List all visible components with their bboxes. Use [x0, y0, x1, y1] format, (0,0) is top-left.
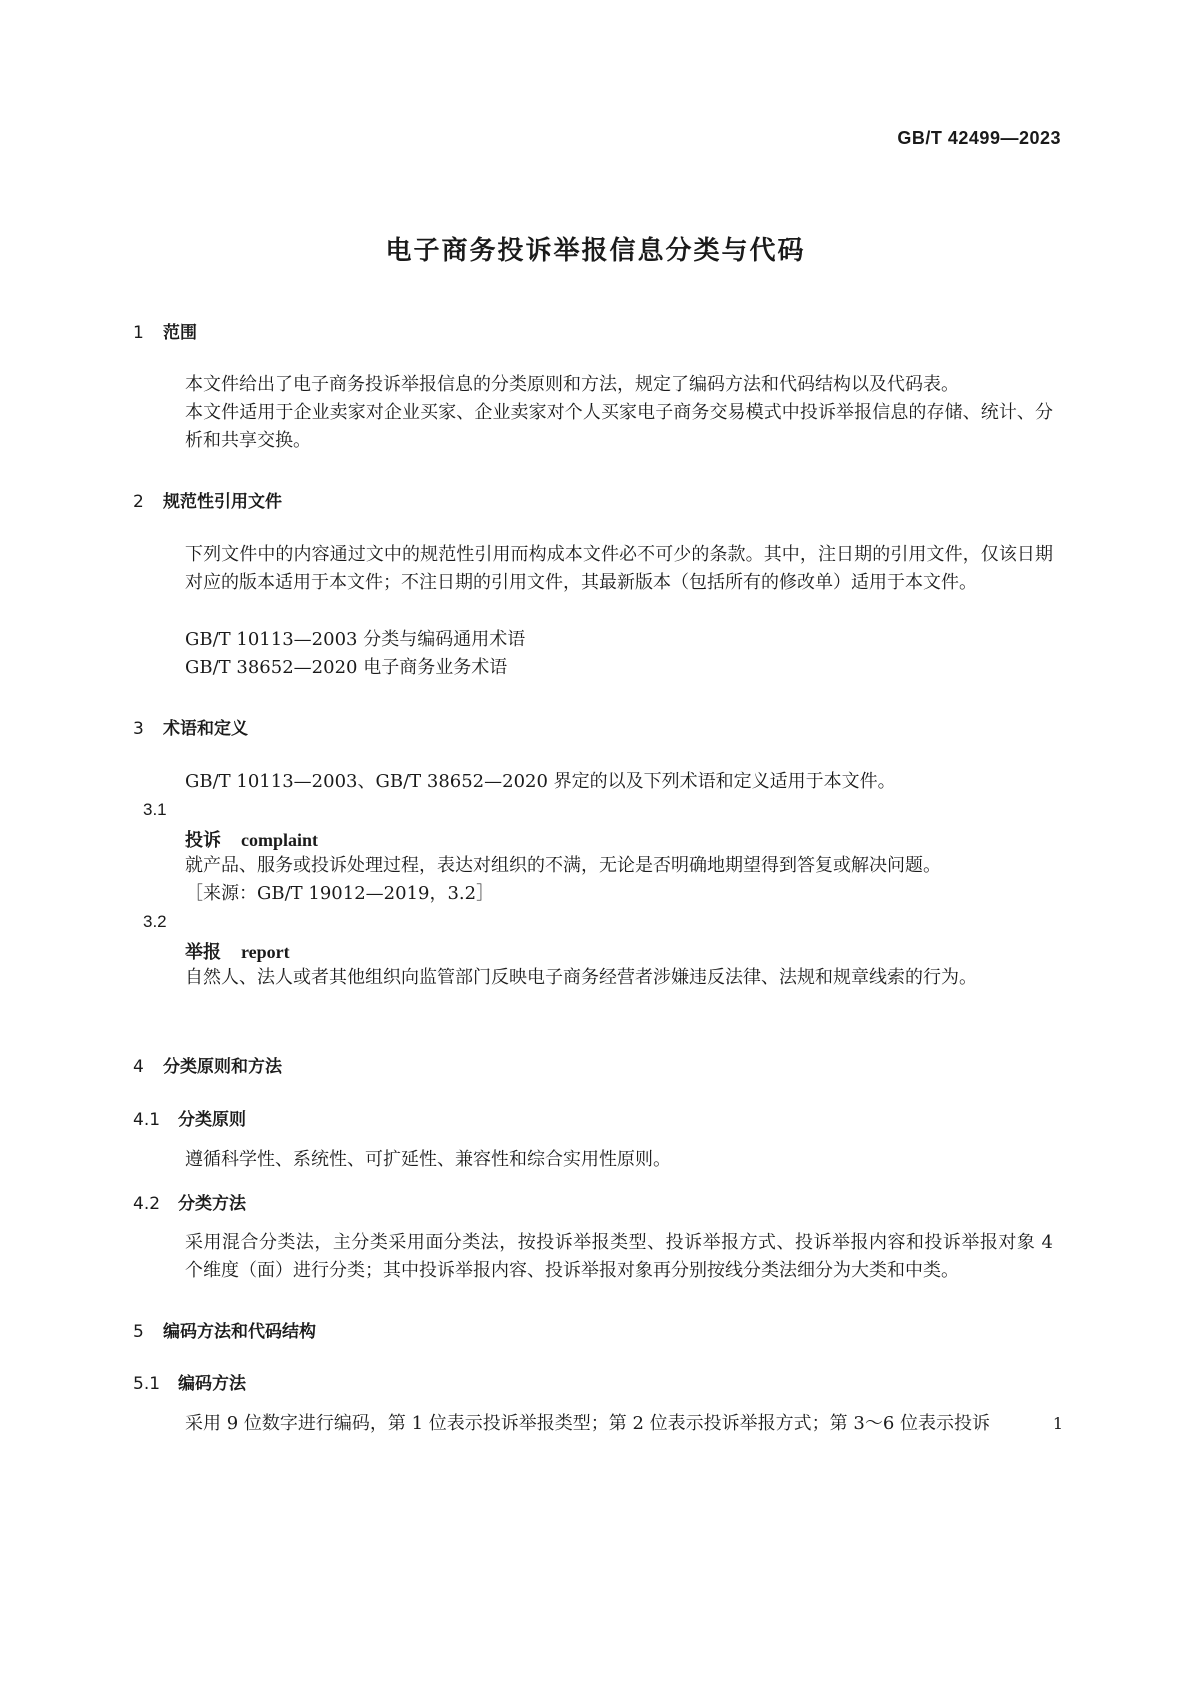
term-source: ［来源：GB/T 19012—2019，3.2］ [185, 883, 495, 904]
section-title: 规范性引用文件 [163, 492, 282, 512]
section-title: 编码方法和代码结构 [163, 1322, 316, 1342]
section-number: 4.1 [133, 1110, 161, 1130]
term-entry [185, 938, 290, 964]
paragraph-text: 自然人、法人或者其他组织向监管部门反映电子商务经营者涉嫌违反法律、法规和规章线索的行为。 [185, 967, 977, 988]
section-number: 4 [133, 1057, 144, 1077]
section-number: 4.2 [133, 1194, 161, 1214]
section-2-heading [133, 487, 282, 512]
section-number: 1 [133, 323, 144, 343]
section-4-1-heading [133, 1105, 246, 1130]
section-number: 5.1 [133, 1374, 161, 1394]
section-title: 分类原则和方法 [163, 1057, 282, 1077]
term-number: 3.1 [143, 800, 167, 819]
paragraph [143, 399, 1053, 455]
term-en: complaint [241, 830, 319, 850]
section-number: 5 [133, 1322, 144, 1342]
section-1-heading [133, 318, 197, 343]
section-5-heading [133, 1317, 316, 1342]
term-number: 3.2 [143, 912, 167, 931]
paragraph-text: 采用 9 位数字进行编码，第 1 位表示投诉举报类型；第 2 位表示投诉举报方式；第 3～6 位表示投诉 [185, 1413, 991, 1434]
paragraph [143, 371, 1053, 399]
section-title: 分类方法 [178, 1194, 246, 1214]
term-en: report [241, 942, 290, 962]
standard-code: GB/T 42499—2023 [897, 128, 1061, 148]
section-title: 术语和定义 [163, 719, 248, 739]
section-title: 分类原则 [178, 1110, 246, 1130]
paragraph-text: 采用混合分类法，主分类采用面分类法，按投诉举报类型、投诉举报方式、投诉举报内容和投诉举报对象 4 个维度（面）进行分类；其中投诉举报内容、投诉举报对象再分别按线分类法细分为大类和中类。 [185, 1232, 1053, 1281]
paragraph-text: 本文件适用于企业卖家对企业买家、企业卖家对个人买家电子商务交易模式中投诉举报信息的存储、统计、分析和共享交换。 [185, 402, 1053, 451]
term-entry [185, 826, 318, 852]
term-zh: 举报 [185, 942, 221, 963]
paragraph [143, 1410, 1053, 1438]
section-number: 2 [133, 492, 144, 512]
paragraph: 遵循科学性、系统性、可扩延性、兼容性和综合实用性原则。 [185, 1149, 671, 1170]
paragraph [143, 1229, 1053, 1285]
term-definition: 就产品、服务或投诉处理过程，表达对组织的不满，无论是否明确地期望得到答复或解决问题。 [185, 855, 941, 876]
term-definition [185, 964, 1053, 992]
section-title: 范围 [163, 323, 197, 343]
document-title: 电子商务投诉举报信息分类与代码 [385, 236, 806, 266]
section-5-1-heading [133, 1369, 246, 1394]
page-number: 1 [1052, 1414, 1063, 1433]
section-title: 编码方法 [178, 1374, 246, 1394]
paragraph-text: 本文件给出了电子商务投诉举报信息的分类原则和方法，规定了编码方法和代码结构以及代码表。 [185, 374, 959, 395]
normative-reference: GB/T 38652—2020 电子商务业务术语 [185, 657, 508, 678]
paragraph-text: 下列文件中的内容通过文中的规范性引用而构成本文件必不可少的条款。其中，注日期的引用文件，仅该日期对应的版本适用于本文件；不注日期的引用文件，其最新版本（包括所有的修改单）适用于本文件。 [185, 544, 1053, 593]
paragraph [143, 541, 1053, 597]
paragraph: GB/T 10113—2003、GB/T 38652—2020 界定的以及下列术语和定义适用于本文件。 [185, 771, 896, 792]
section-number: 3 [133, 719, 144, 739]
normative-reference: GB/T 10113—2003 分类与编码通用术语 [185, 629, 526, 650]
section-3-heading [133, 714, 248, 739]
section-4-heading [133, 1052, 282, 1077]
term-zh: 投诉 [185, 830, 221, 851]
section-4-2-heading [133, 1189, 246, 1214]
